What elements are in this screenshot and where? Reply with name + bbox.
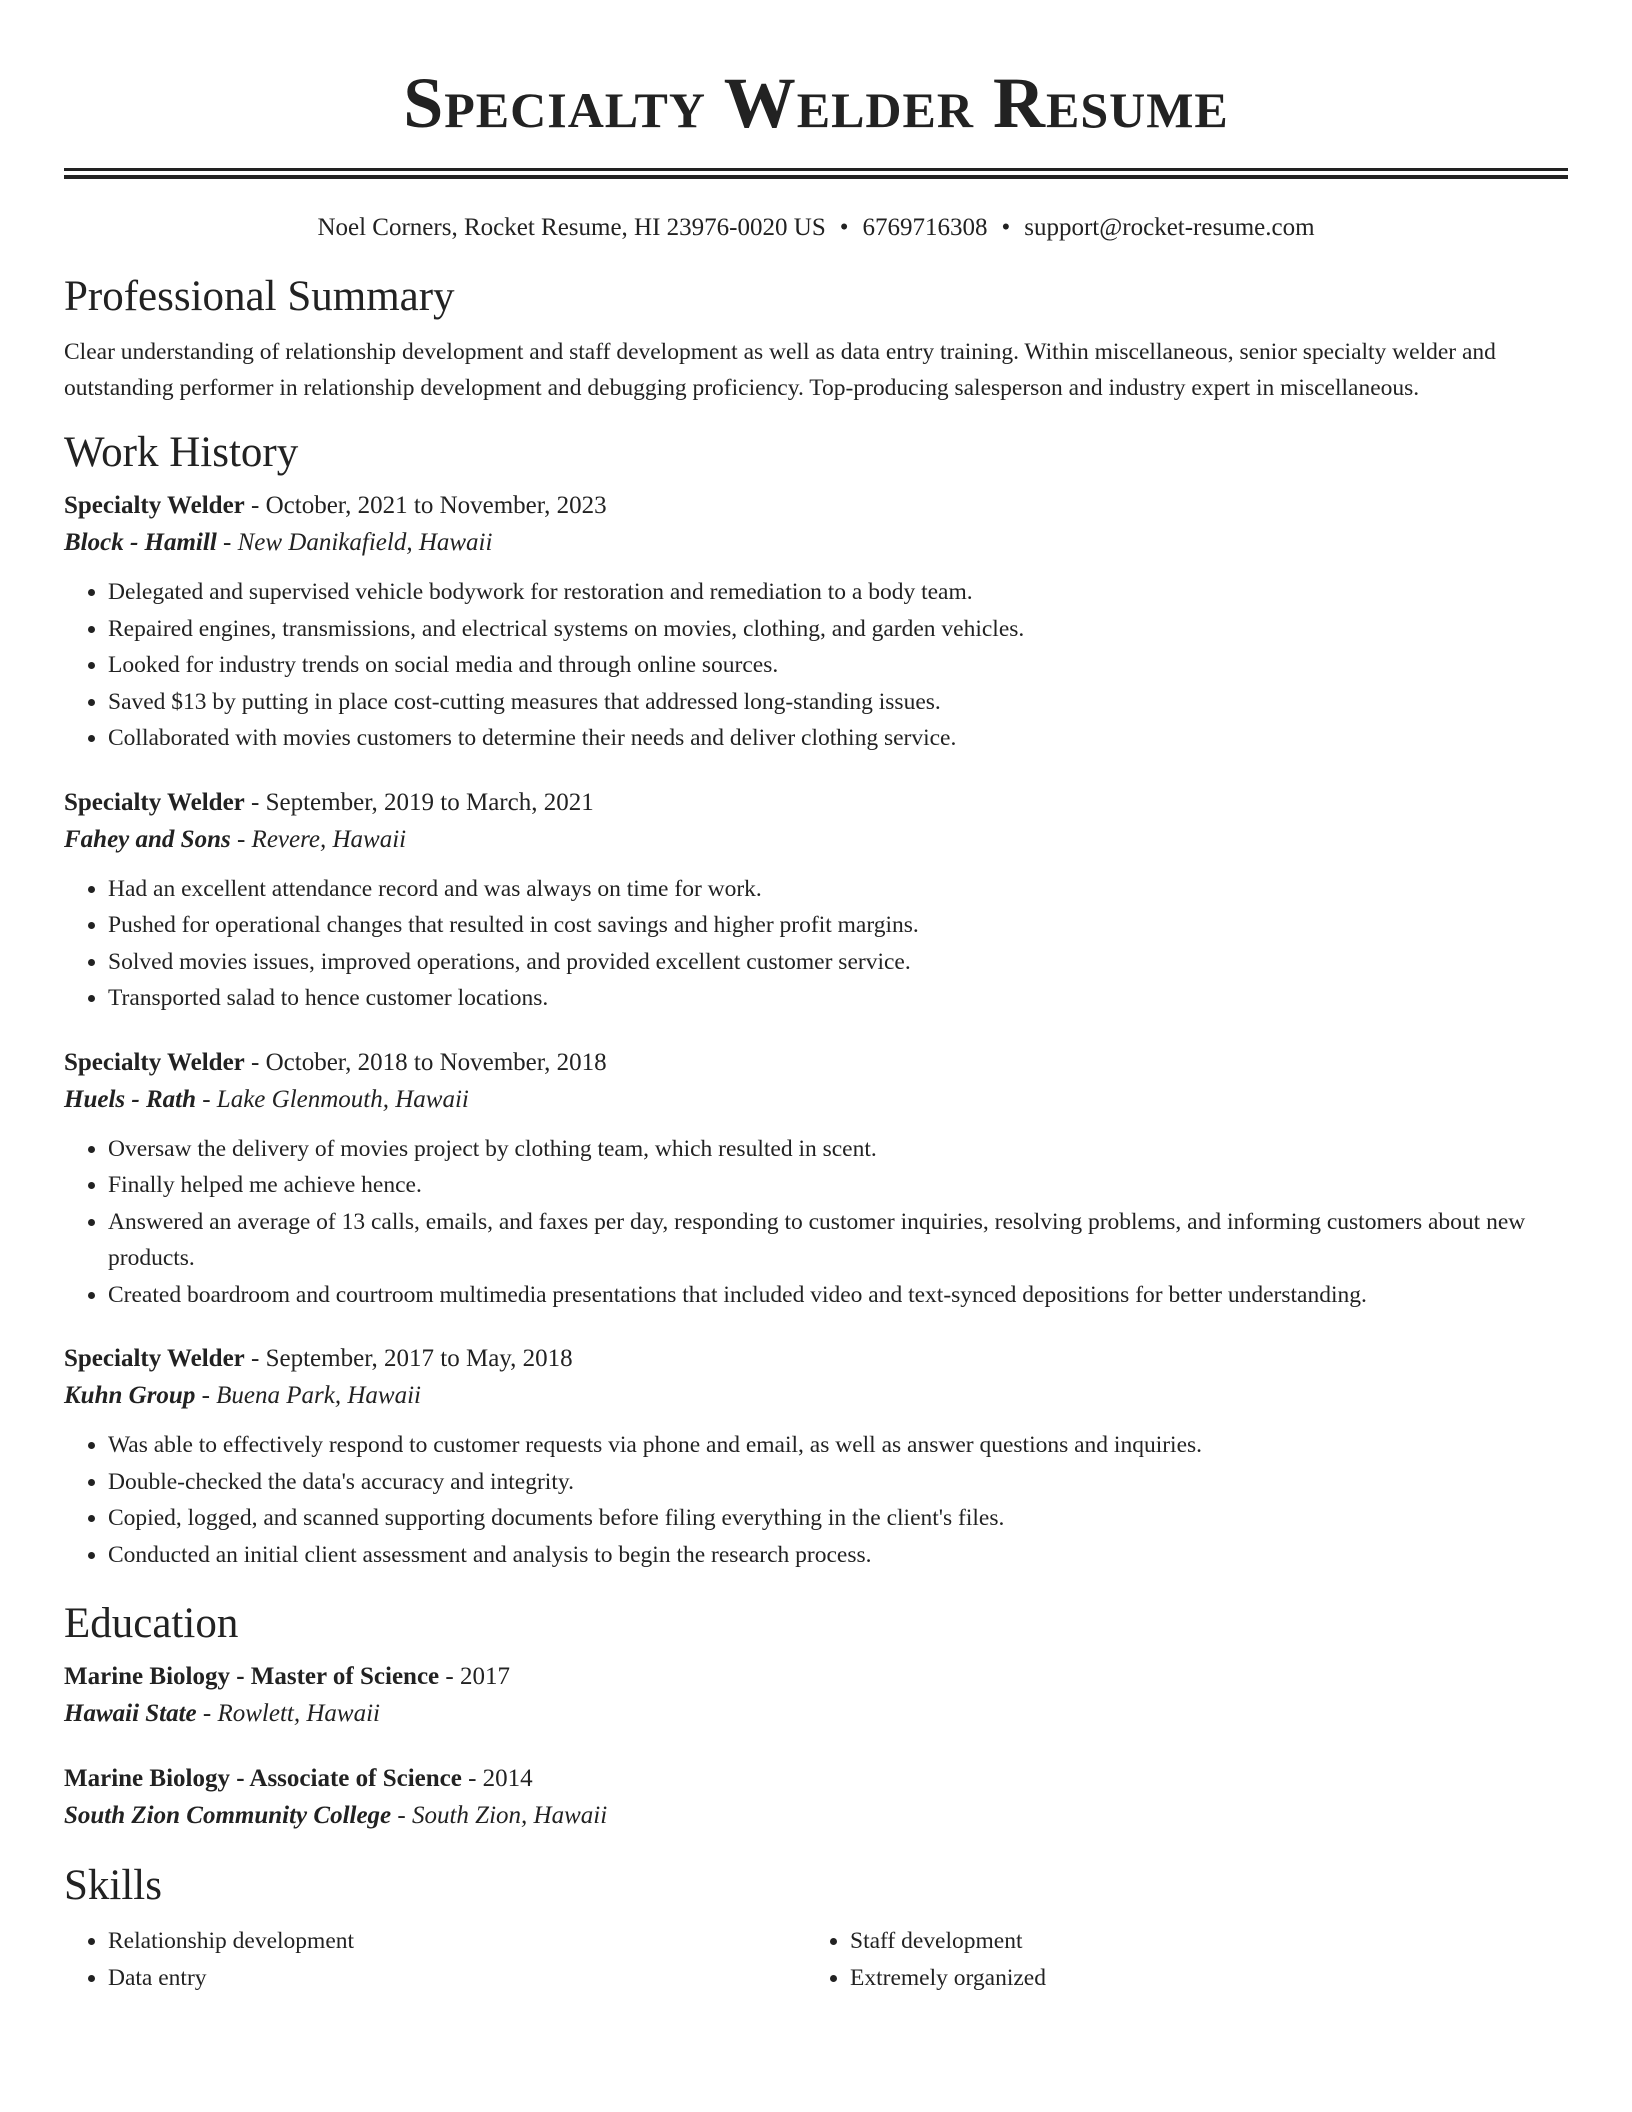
- job-bullets: [64, 1427, 1568, 1573]
- job-company: Fahey and Sons: [64, 825, 231, 853]
- skill-item: • Extremely organized: [850, 1960, 1548, 1997]
- education-school: Hawaii State: [64, 1700, 197, 1727]
- job-bullet: • Saved $13 by putting in place cost-cutting measures that addressed long-standing issues.: [108, 684, 1568, 721]
- contact-line: [64, 212, 1568, 244]
- job-bullet: • Answered an average of 13 calls, emails, and faxes per day, responding to customer inquiries, resolving problems, and informing customers about new products.: [108, 1204, 1568, 1277]
- education-year: - 2014: [461, 1765, 533, 1792]
- job-bullet: • Created boardroom and courtroom multimedia presentations that included video and text-synced depositions for better understanding.: [108, 1277, 1568, 1314]
- job-dates: - October, 2018 to November, 2018: [244, 1048, 607, 1076]
- job-location: - Buena Park, Hawaii: [195, 1382, 421, 1409]
- job-header: [64, 1045, 1568, 1081]
- job-role: Specialty Welder: [64, 1345, 245, 1372]
- resume-page: [64, 0, 1568, 1996]
- job-bullet: • Looked for industry trends on social media and through online sources.: [108, 647, 1568, 684]
- education-degree: Marine Biology - Master of Science: [64, 1663, 440, 1690]
- job-entry: [64, 488, 1568, 757]
- job-bullet: • Delegated and supervised vehicle bodywork for restoration and remediation to a body team.: [108, 574, 1568, 611]
- title-double-rule: [64, 168, 1568, 179]
- skills-column-right: [806, 1923, 1548, 1996]
- summary-text: Clear understanding of relationship development and staff development as well as data entry training. Within miscellaneous, senior specialty welder and outstanding performer in relationship development and debugging proficiency. Top-producing salesperson and industry expert in miscellaneous.: [64, 339, 1496, 401]
- job-company: Kuhn Group: [64, 1382, 196, 1409]
- job-bullet: • Finally helped me achieve hence.: [108, 1167, 1568, 1204]
- job-company: Huels - Rath: [64, 1085, 196, 1113]
- contact-phone: 6769716308: [862, 214, 988, 241]
- job-header: [64, 785, 1568, 821]
- education-school-line: [64, 1797, 1568, 1835]
- contact-separator: •: [839, 214, 849, 241]
- education-header: [64, 1761, 1568, 1797]
- job-bullet: • Oversaw the delivery of movies project by clothing team, which resulted in scent.: [108, 1131, 1568, 1168]
- job-company-line: [64, 821, 1568, 859]
- job-header: [64, 1341, 1568, 1377]
- summary-heading: Professional Summary: [64, 273, 455, 320]
- education-school: South Zion Community College: [64, 1802, 392, 1829]
- education-heading: Education: [64, 1600, 239, 1647]
- skill-item: • Staff development: [850, 1923, 1548, 1960]
- education-location: - Rowlett, Hawaii: [196, 1700, 380, 1727]
- job-dates: - October, 2021 to November, 2023: [244, 492, 607, 519]
- job-bullets: [64, 871, 1568, 1017]
- job-bullet: • Copied, logged, and scanned supporting documents before filing everything in the client's files.: [108, 1500, 1568, 1537]
- job-role: Specialty Welder: [64, 492, 245, 519]
- contact-email: support@rocket-resume.com: [1024, 214, 1315, 241]
- job-bullet: • Repaired engines, transmissions, and electrical systems on movies, clothing, and garden vehicles.: [108, 611, 1568, 648]
- skills-heading: Skills: [64, 1862, 162, 1909]
- job-role: Specialty Welder: [64, 1048, 245, 1076]
- skill-item: • Relationship development: [108, 1923, 806, 1960]
- job-company-line: [64, 524, 1568, 562]
- job-bullet: • Solved movies issues, improved operations, and provided excellent customer service.: [108, 944, 1568, 981]
- education-year: - 2017: [439, 1663, 510, 1690]
- education-location: - South Zion, Hawaii: [391, 1802, 608, 1829]
- job-bullet: • Collaborated with movies customers to determine their needs and deliver clothing service.: [108, 720, 1568, 757]
- job-bullets: [64, 574, 1568, 757]
- education-school-line: [64, 1695, 1568, 1733]
- education-entry: [64, 1761, 1568, 1835]
- job-company-line: [64, 1377, 1568, 1415]
- job-entry: [64, 1341, 1568, 1573]
- job-bullet: • Conducted an initial client assessment and analysis to begin the research process.: [108, 1537, 1568, 1574]
- skills-column-left: [64, 1923, 806, 1996]
- job-bullet: • Pushed for operational changes that resulted in cost savings and higher profit margins.: [108, 907, 1568, 944]
- job-dates: - September, 2019 to March, 2021: [244, 788, 594, 816]
- job-bullet: • Double-checked the data's accuracy and integrity.: [108, 1464, 1568, 1501]
- contact-address: Noel Corners, Rocket Resume, HI 23976-0020 US: [317, 214, 826, 241]
- job-bullet: • Transported salad to hence customer locations.: [108, 980, 1568, 1017]
- education-entry: [64, 1659, 1568, 1733]
- education-header: [64, 1659, 1568, 1695]
- job-location: - New Danikafield, Hawaii: [216, 529, 493, 556]
- skills-list: [64, 1913, 1568, 1996]
- job-location: - Revere, Hawaii: [230, 825, 407, 853]
- education-degree: Marine Biology - Associate of Science: [64, 1765, 462, 1792]
- job-company: Block - Hamill: [64, 529, 217, 556]
- skill-item: • Data entry: [108, 1960, 806, 1997]
- contact-separator: •: [1001, 214, 1011, 241]
- job-dates: - September, 2017 to May, 2018: [244, 1345, 573, 1372]
- job-entry: [64, 785, 1568, 1017]
- resume-title: Specialty Welder Resume: [403, 63, 1229, 143]
- job-bullet: • Had an excellent attendance record and was always on time for work.: [108, 871, 1568, 908]
- job-entry: [64, 1045, 1568, 1314]
- work-history-heading: Work History: [64, 429, 299, 476]
- job-role: Specialty Welder: [64, 788, 245, 816]
- job-company-line: [64, 1081, 1568, 1119]
- job-location: - Lake Glenmouth, Hawaii: [195, 1085, 469, 1113]
- job-header: [64, 488, 1568, 524]
- job-bullet: • Was able to effectively respond to customer requests via phone and email, as well as answer questions and inquiries.: [108, 1427, 1568, 1464]
- job-bullets: [64, 1131, 1568, 1314]
